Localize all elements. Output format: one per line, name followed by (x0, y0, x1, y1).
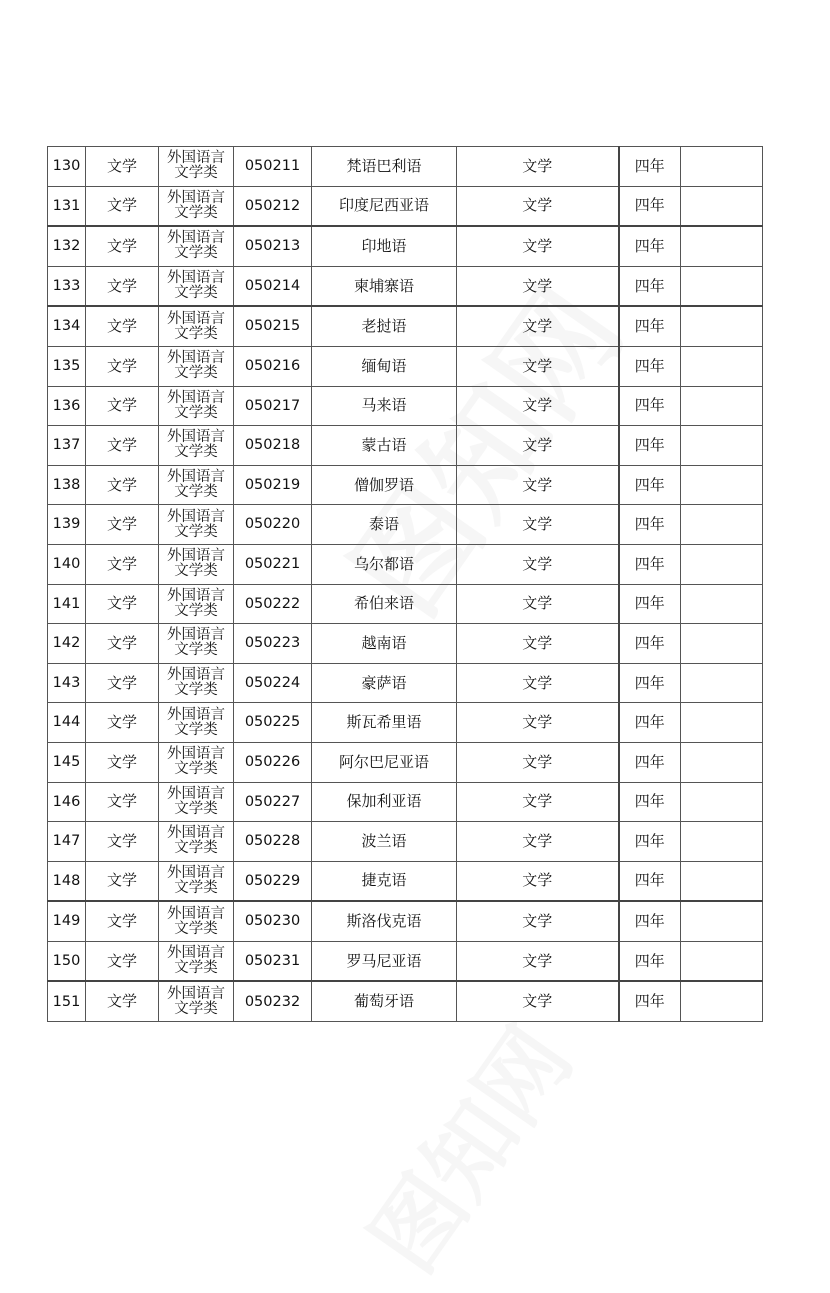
degree-cell: 文学 (457, 346, 619, 386)
major-name-cell: 老挝语 (312, 306, 457, 346)
category-line-1: 外国语言 (167, 825, 225, 842)
category-cell (159, 266, 234, 306)
note-cell (681, 465, 763, 505)
category-cell (159, 941, 234, 981)
degree-cell: 文学 (457, 822, 619, 862)
discipline-cell: 文学 (86, 703, 159, 743)
category-line-1: 外国语言 (167, 230, 225, 247)
category-line-1: 外国语言 (167, 985, 225, 1002)
category-cell (159, 861, 234, 901)
major-code-cell: 050211 (234, 147, 312, 187)
discipline-cell: 文学 (86, 584, 159, 624)
major-name-cell: 豪萨语 (312, 663, 457, 703)
category-cell (159, 544, 234, 584)
row-number: 150 (48, 941, 86, 981)
major-code-cell: 050232 (234, 981, 312, 1021)
duration-cell: 四年 (619, 981, 681, 1021)
table-row (48, 426, 763, 466)
category-line-1: 外国语言 (167, 945, 225, 962)
category-line-1: 外国语言 (167, 270, 225, 287)
note-cell (681, 822, 763, 862)
discipline-cell: 文学 (86, 941, 159, 981)
category-line-1: 外国语言 (167, 389, 225, 406)
category-line-2: 文学类 (174, 879, 218, 896)
category-line-2: 文学类 (174, 840, 218, 857)
degree-cell: 文学 (457, 544, 619, 584)
table-row (48, 584, 763, 624)
table-row (48, 465, 763, 505)
degree-cell: 文学 (457, 306, 619, 346)
category-line-2: 文学类 (174, 642, 218, 659)
table-row (48, 226, 763, 266)
table-row (48, 901, 763, 941)
category-cell (159, 426, 234, 466)
discipline-cell: 文学 (86, 226, 159, 266)
table-row (48, 386, 763, 426)
major-name-cell: 蒙古语 (312, 426, 457, 466)
discipline-cell: 文学 (86, 186, 159, 226)
major-code-cell: 050219 (234, 465, 312, 505)
major-code-cell: 050216 (234, 346, 312, 386)
discipline-cell: 文学 (86, 861, 159, 901)
category-line-2: 文学类 (174, 523, 218, 540)
note-cell (681, 346, 763, 386)
major-name-cell: 斯瓦希里语 (312, 703, 457, 743)
table-row (48, 346, 763, 386)
majors-table-body (48, 147, 763, 1022)
row-number: 137 (48, 426, 86, 466)
row-number: 130 (48, 147, 86, 187)
category-line-2: 文学类 (174, 204, 218, 221)
major-name-cell: 保加利亚语 (312, 782, 457, 822)
discipline-cell: 文学 (86, 624, 159, 664)
category-line-2: 文学类 (174, 444, 218, 461)
category-line-1: 外国语言 (167, 667, 225, 684)
note-cell (681, 266, 763, 306)
category-cell (159, 901, 234, 941)
discipline-cell: 文学 (86, 663, 159, 703)
discipline-cell: 文学 (86, 782, 159, 822)
major-code-cell: 050229 (234, 861, 312, 901)
table-row (48, 981, 763, 1021)
degree-cell: 文学 (457, 782, 619, 822)
table-row (48, 266, 763, 306)
major-name-cell: 越南语 (312, 624, 457, 664)
category-line-2: 文学类 (174, 563, 218, 580)
note-cell (681, 505, 763, 545)
table-row (48, 941, 763, 981)
note-cell (681, 703, 763, 743)
note-cell (681, 544, 763, 584)
major-name-cell: 捷克语 (312, 861, 457, 901)
row-number: 132 (48, 226, 86, 266)
degree-cell: 文学 (457, 624, 619, 664)
duration-cell: 四年 (619, 941, 681, 981)
category-cell (159, 981, 234, 1021)
category-line-2: 文学类 (174, 920, 218, 937)
majors-table (47, 146, 763, 1022)
row-number: 148 (48, 861, 86, 901)
degree-cell: 文学 (457, 941, 619, 981)
major-code-cell: 050223 (234, 624, 312, 664)
category-line-1: 外国语言 (167, 587, 225, 604)
major-name-cell: 梵语巴利语 (312, 147, 457, 187)
row-number: 142 (48, 624, 86, 664)
degree-cell: 文学 (457, 147, 619, 187)
major-code-cell: 050228 (234, 822, 312, 862)
category-line-1: 外国语言 (167, 785, 225, 802)
discipline-cell: 文学 (86, 266, 159, 306)
duration-cell: 四年 (619, 186, 681, 226)
table-row (48, 624, 763, 664)
duration-cell: 四年 (619, 426, 681, 466)
discipline-cell: 文学 (86, 147, 159, 187)
category-cell (159, 346, 234, 386)
category-line-1: 外国语言 (167, 189, 225, 206)
table-row (48, 742, 763, 782)
note-cell (681, 226, 763, 266)
major-name-cell: 印度尼西亚语 (312, 186, 457, 226)
duration-cell: 四年 (619, 386, 681, 426)
duration-cell: 四年 (619, 663, 681, 703)
table-row (48, 306, 763, 346)
major-code-cell: 050220 (234, 505, 312, 545)
category-line-1: 外国语言 (167, 508, 225, 525)
table-row (48, 544, 763, 584)
major-code-cell: 050222 (234, 584, 312, 624)
category-line-2: 文学类 (174, 285, 218, 302)
row-number: 149 (48, 901, 86, 941)
row-number: 147 (48, 822, 86, 862)
major-name-cell: 印地语 (312, 226, 457, 266)
category-cell (159, 306, 234, 346)
duration-cell: 四年 (619, 226, 681, 266)
duration-cell: 四年 (619, 901, 681, 941)
category-line-1: 外国语言 (167, 429, 225, 446)
row-number: 141 (48, 584, 86, 624)
major-code-cell: 050213 (234, 226, 312, 266)
discipline-cell: 文学 (86, 822, 159, 862)
category-line-1: 外国语言 (167, 469, 225, 486)
major-name-cell: 马来语 (312, 386, 457, 426)
note-cell (681, 186, 763, 226)
row-number: 131 (48, 186, 86, 226)
note-cell (681, 981, 763, 1021)
note-cell (681, 742, 763, 782)
major-name-cell: 柬埔寨语 (312, 266, 457, 306)
degree-cell: 文学 (457, 584, 619, 624)
degree-cell: 文学 (457, 386, 619, 426)
major-code-cell: 050221 (234, 544, 312, 584)
degree-cell: 文学 (457, 663, 619, 703)
duration-cell: 四年 (619, 346, 681, 386)
category-line-2: 文学类 (174, 682, 218, 699)
category-line-2: 文学类 (174, 245, 218, 262)
category-line-2: 文学类 (174, 1000, 218, 1017)
category-cell (159, 186, 234, 226)
table-row (48, 822, 763, 862)
watermark-bottom (334, 997, 595, 1293)
major-name-cell: 泰语 (312, 505, 457, 545)
category-cell (159, 505, 234, 545)
category-line-2: 文学类 (174, 404, 218, 421)
table-row (48, 782, 763, 822)
discipline-cell: 文学 (86, 901, 159, 941)
major-code-cell: 050226 (234, 742, 312, 782)
duration-cell: 四年 (619, 147, 681, 187)
category-cell (159, 226, 234, 266)
duration-cell: 四年 (619, 544, 681, 584)
degree-cell: 文学 (457, 465, 619, 505)
category-line-2: 文学类 (174, 325, 218, 342)
category-cell (159, 147, 234, 187)
category-cell (159, 822, 234, 862)
row-number: 145 (48, 742, 86, 782)
degree-cell: 文学 (457, 981, 619, 1021)
category-cell (159, 584, 234, 624)
degree-cell: 文学 (457, 186, 619, 226)
row-number: 144 (48, 703, 86, 743)
major-code-cell: 050212 (234, 186, 312, 226)
major-name-cell: 葡萄牙语 (312, 981, 457, 1021)
category-line-2: 文学类 (174, 960, 218, 977)
table-row (48, 663, 763, 703)
category-line-2: 文学类 (174, 365, 218, 382)
note-cell (681, 901, 763, 941)
major-code-cell: 050230 (234, 901, 312, 941)
discipline-cell: 文学 (86, 426, 159, 466)
major-name-cell: 乌尔都语 (312, 544, 457, 584)
row-number: 133 (48, 266, 86, 306)
category-cell (159, 703, 234, 743)
category-line-1: 外国语言 (167, 310, 225, 327)
degree-cell: 文学 (457, 703, 619, 743)
major-name-cell: 波兰语 (312, 822, 457, 862)
duration-cell: 四年 (619, 624, 681, 664)
category-line-1: 外国语言 (167, 150, 225, 167)
major-code-cell: 050227 (234, 782, 312, 822)
duration-cell: 四年 (619, 861, 681, 901)
category-line-2: 文学类 (174, 761, 218, 778)
major-name-cell: 斯洛伐克语 (312, 901, 457, 941)
table-row (48, 703, 763, 743)
major-name-cell: 缅甸语 (312, 346, 457, 386)
category-cell (159, 465, 234, 505)
degree-cell: 文学 (457, 226, 619, 266)
degree-cell: 文学 (457, 505, 619, 545)
category-line-1: 外国语言 (167, 706, 225, 723)
major-code-cell: 050224 (234, 663, 312, 703)
note-cell (681, 147, 763, 187)
duration-cell: 四年 (619, 584, 681, 624)
note-cell (681, 861, 763, 901)
category-line-1: 外国语言 (167, 746, 225, 763)
discipline-cell: 文学 (86, 386, 159, 426)
degree-cell: 文学 (457, 901, 619, 941)
note-cell (681, 426, 763, 466)
major-code-cell: 050225 (234, 703, 312, 743)
table-row (48, 186, 763, 226)
duration-cell: 四年 (619, 782, 681, 822)
row-number: 139 (48, 505, 86, 545)
duration-cell: 四年 (619, 266, 681, 306)
category-cell (159, 386, 234, 426)
degree-cell: 文学 (457, 861, 619, 901)
major-name-cell: 希伯来语 (312, 584, 457, 624)
major-name-cell: 阿尔巴尼亚语 (312, 742, 457, 782)
category-cell (159, 782, 234, 822)
note-cell (681, 941, 763, 981)
category-line-2: 文学类 (174, 721, 218, 738)
category-line-1: 外国语言 (167, 548, 225, 565)
category-line-1: 外国语言 (167, 627, 225, 644)
table-row (48, 147, 763, 187)
note-cell (681, 306, 763, 346)
major-name-cell: 罗马尼亚语 (312, 941, 457, 981)
discipline-cell: 文学 (86, 505, 159, 545)
row-number: 136 (48, 386, 86, 426)
note-cell (681, 782, 763, 822)
category-line-2: 文学类 (174, 800, 218, 817)
discipline-cell: 文学 (86, 465, 159, 505)
major-name-cell: 僧伽罗语 (312, 465, 457, 505)
category-line-1: 外国语言 (167, 864, 225, 881)
category-cell (159, 742, 234, 782)
row-number: 138 (48, 465, 86, 505)
major-code-cell: 050231 (234, 941, 312, 981)
major-code-cell: 050214 (234, 266, 312, 306)
category-cell (159, 663, 234, 703)
degree-cell: 文学 (457, 742, 619, 782)
category-line-2: 文学类 (174, 484, 218, 501)
row-number: 140 (48, 544, 86, 584)
major-code-cell: 050215 (234, 306, 312, 346)
row-number: 146 (48, 782, 86, 822)
duration-cell: 四年 (619, 742, 681, 782)
duration-cell: 四年 (619, 822, 681, 862)
duration-cell: 四年 (619, 703, 681, 743)
major-code-cell: 050217 (234, 386, 312, 426)
duration-cell: 四年 (619, 465, 681, 505)
duration-cell: 四年 (619, 505, 681, 545)
note-cell (681, 584, 763, 624)
table-row (48, 861, 763, 901)
duration-cell: 四年 (619, 306, 681, 346)
row-number: 135 (48, 346, 86, 386)
discipline-cell: 文学 (86, 346, 159, 386)
row-number: 134 (48, 306, 86, 346)
note-cell (681, 663, 763, 703)
category-cell (159, 624, 234, 664)
category-line-2: 文学类 (174, 602, 218, 619)
discipline-cell: 文学 (86, 742, 159, 782)
discipline-cell: 文学 (86, 306, 159, 346)
discipline-cell: 文学 (86, 981, 159, 1021)
degree-cell: 文学 (457, 426, 619, 466)
discipline-cell: 文学 (86, 544, 159, 584)
major-code-cell: 050218 (234, 426, 312, 466)
degree-cell: 文学 (457, 266, 619, 306)
category-line-1: 外国语言 (167, 350, 225, 367)
category-line-1: 外国语言 (167, 905, 225, 922)
table-row (48, 505, 763, 545)
note-cell (681, 386, 763, 426)
row-number: 151 (48, 981, 86, 1021)
row-number: 143 (48, 663, 86, 703)
category-line-2: 文学类 (174, 165, 218, 182)
note-cell (681, 624, 763, 664)
